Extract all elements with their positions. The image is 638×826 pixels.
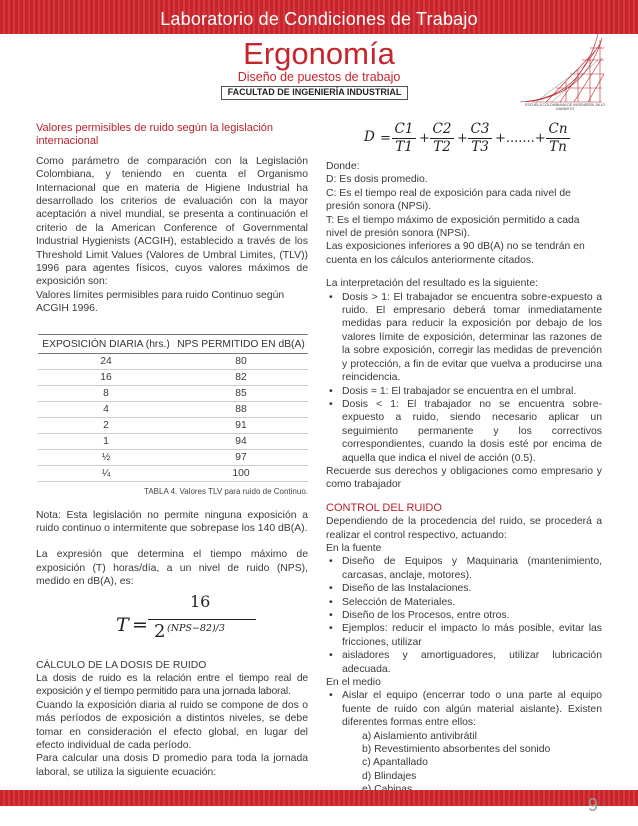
- calc-heading: CÁLCULO DE LA DOSIS DE RUIDO: [36, 659, 207, 671]
- subtitle: Diseño de puestos de trabajo: [237, 70, 401, 84]
- table-cell-hours: 16: [38, 370, 174, 386]
- list-item: • Diseño de Equipos y Maquinaria (mantenimiento, carcasas, anclaje, motores).: [326, 555, 602, 582]
- tlv-table: [38, 334, 308, 482]
- main-title: Ergonomía: [243, 36, 395, 71]
- list-item: • Dosis > 1: El trabajador se encuentra sobre-expuesto a ruido. El empresario deberá tomar inmediatamente medidas para reducir la exposición por debajo de los valores límite de exposición, determinar las razones de la sobre exposición, corregir las medidas de prevención y protección, a fin de evitar que vuelva a producirse una reincidencia.: [326, 291, 602, 385]
- university-logo-icon: [516, 30, 608, 106]
- definition-d: D: Es dosis promedio.: [326, 174, 428, 186]
- fuente-list: [326, 555, 602, 676]
- paragraph-exposicion: Cuando la exposición diaria al ruido se compone de dos o más períodos de exposición a distintos niveles, se debe tomar en consideración el efecto global, en lugar del efecto individual de cada período.: [36, 699, 308, 751]
- dosis-list: [326, 291, 602, 465]
- list-item: • Diseño de las Instalaciones.: [326, 582, 602, 595]
- definition-t: T: Es el tiempo máximo de exposición permitido a cada nivel de presión sonora (NPSi).: [326, 214, 580, 240]
- table-cell-db: 85: [174, 386, 308, 402]
- table-cell-db: 91: [174, 418, 308, 434]
- table-cell-hours: ½: [38, 450, 174, 466]
- table-row: [38, 386, 308, 402]
- formula-d-term: C2 T2: [430, 122, 454, 155]
- formula-dosis: [326, 122, 602, 160]
- paragraph-control: Dependiendo de la procedencia del ruido, se procederá a realizar el control respectivo, actuando:: [326, 516, 602, 541]
- table-cell-hours: 24: [38, 354, 174, 370]
- formula-d-term: Cn Tn: [546, 122, 570, 155]
- paragraph-expresion: La expresión que determina el tiempo máximo de exposición (T) horas/día, a un nivel de ruido (NPS), medido en dB(A), es:: [36, 549, 308, 588]
- aislamiento-sublist: [326, 730, 602, 797]
- table-row: [38, 466, 308, 482]
- paragraph-derechos: Recuerde sus derechos y obligaciones como empresario y como trabajador: [326, 465, 602, 491]
- list-item: • Dosis < 1: El trabajador no se encuentra sobre-expuesto a ruido, siendo necesario aplicar un seguimiento permanente y los correctivos correspondientes, cuando la dosis esté por encima de aquella que indica el nivel de acción (0.5).: [326, 398, 602, 465]
- table-cell-db: 88: [174, 402, 308, 418]
- interpretation-intro: La interpretación del resultado es la siguiente:: [326, 278, 538, 290]
- en-medio-label: En el medio: [326, 677, 381, 689]
- formula-d-equals: =: [380, 131, 391, 146]
- table-cell-hours: 8: [38, 386, 174, 402]
- lab-title: Laboratorio de Condiciones de Trabajo: [160, 9, 478, 29]
- sublist-item: c) Apantallado: [362, 757, 428, 769]
- en-fuente-label: En la fuente: [326, 542, 382, 554]
- list-item: • aisladores y amortiguadores, utilizar lubricación adecuada.: [326, 649, 602, 676]
- paragraph-calcular: Para calcular una dosis D promedio para toda la jornada laboral, se utiliza la siguiente ecuación:: [36, 753, 308, 778]
- formula-t-exponent: (NPS−82)/3: [167, 622, 225, 634]
- table-header-row: [38, 334, 308, 353]
- formula-t-fraction-bar: [148, 619, 256, 620]
- list-item: • Dosis = 1: El trabajador se encuentra en el umbral.: [326, 385, 602, 398]
- formula-d-ellipsis: +.......+: [495, 131, 546, 146]
- table-cell-hours: ¼: [38, 466, 174, 482]
- table-header-nps: NPS PERMITIDO EN dB(A): [174, 334, 308, 353]
- table-cell-hours: 1: [38, 434, 174, 450]
- formula-t-equals: =: [132, 613, 148, 636]
- table-cell-db: 94: [174, 434, 308, 450]
- list-item: • Selección de Materiales.: [326, 596, 602, 609]
- page-number: 9: [588, 795, 599, 815]
- paragraph-comparacion: Como parámetro de comparación con la Legislación Colombiana, y teniendo en cuenta el Organismo Internacional que en materia de Higiene Industrial ha desarrollado los criterios de evaluación con la mayor aceptación a nivel mundial, se presenta a continuación el criterio de la American Conference of Governmental Industrial Hygienists (ACGIH), establecido a través de los Threshold Limit Values (Valores de Umbral Limites, (TLV)) 1996 para agentes físicos, cuyos valores máximos de exposición son:: [36, 155, 308, 288]
- table-cell-hours: 2: [38, 418, 174, 434]
- right-column: [326, 122, 602, 797]
- left-column: [36, 122, 308, 779]
- table-cell-db: 82: [174, 370, 308, 386]
- formula-d-term: C1 T1: [392, 122, 416, 155]
- formula-d-lhs: D: [364, 129, 375, 145]
- table-cell-db: 100: [174, 466, 308, 482]
- definition-c: C: Es el tiempo real de exposición para cada nivel de presión sonora (NPSi).: [326, 187, 571, 213]
- list-item: • Diseño de los Procesos, entre otros.: [326, 609, 602, 622]
- paragraph-nota: Nota: Esta legislación no permite ninguna exposición a ruido continuo o intermitente que sobrepase los 140 dB(A).: [36, 509, 308, 534]
- list-item: • Ejemplos: reducir el impacto lo más posible, evitar las fricciones, utilizar: [326, 622, 602, 649]
- table-cell-db: 97: [174, 450, 308, 466]
- formula-tiempo: [36, 589, 308, 655]
- control-heading: CONTROL DEL RUIDO: [326, 501, 442, 514]
- sublist-item: a) Aislamiento antivibrátil: [362, 730, 477, 742]
- sublist-item: b) Revestimiento absorbentes del sonido: [362, 744, 551, 756]
- section-heading-valores: Valores permisibles de ruido según la legislación internacional: [36, 122, 274, 148]
- table-cell-db: 80: [174, 354, 308, 370]
- table-row: [38, 370, 308, 386]
- formula-t-base: 2: [154, 620, 166, 642]
- paragraph-dosis: La dosis de ruido es la relación entre el tiempo real de exposición y el tiempo permitido para una jornada laboral.: [36, 672, 308, 698]
- logo-caption: ESCUELA COLOMBIANA DE INGENIERÍA JULIO GARAVITO: [524, 103, 606, 111]
- footer-band: [0, 790, 638, 806]
- sublist-item: d) Blindajes: [362, 770, 417, 782]
- formula-d-plus: +: [419, 131, 430, 146]
- medio-list: [326, 689, 602, 729]
- table-caption: TABLA 4. Valores TLV para ruido de Continuo.: [144, 487, 308, 497]
- paragraph-valores-limites: Valores límites permisibles para ruido Continuo según ACGIH 1996.: [36, 289, 285, 315]
- formula-d-term: C3 T3: [468, 122, 492, 155]
- table-row: [38, 418, 308, 434]
- table-header-exposicion: EXPOSICIÓN DIARIA (hrs.): [38, 334, 174, 353]
- donde-label: Donde:: [326, 161, 360, 172]
- faculty-label: FACULTAD DE INGENIERÍA INDUSTRIAL: [221, 86, 408, 100]
- formula-d-plus: +: [457, 131, 468, 146]
- table-row: [38, 434, 308, 450]
- table-cell-hours: 4: [38, 402, 174, 418]
- formula-t-numerator: 16: [190, 591, 211, 611]
- list-item: • Aislar el equipo (encerrar todo o una parte al equipo fuente de ruido con algún material aislante). Existen diferentes formas entre ellos:: [326, 689, 602, 729]
- table-row: [38, 450, 308, 466]
- formula-t-lhs: T: [116, 613, 129, 636]
- table-row: [38, 402, 308, 418]
- definition-note: Las exposiciones inferiores a 90 dB(A) no se tendrán en cuenta en los cálculos anteriormente citados.: [326, 241, 585, 266]
- table-row: [38, 354, 308, 370]
